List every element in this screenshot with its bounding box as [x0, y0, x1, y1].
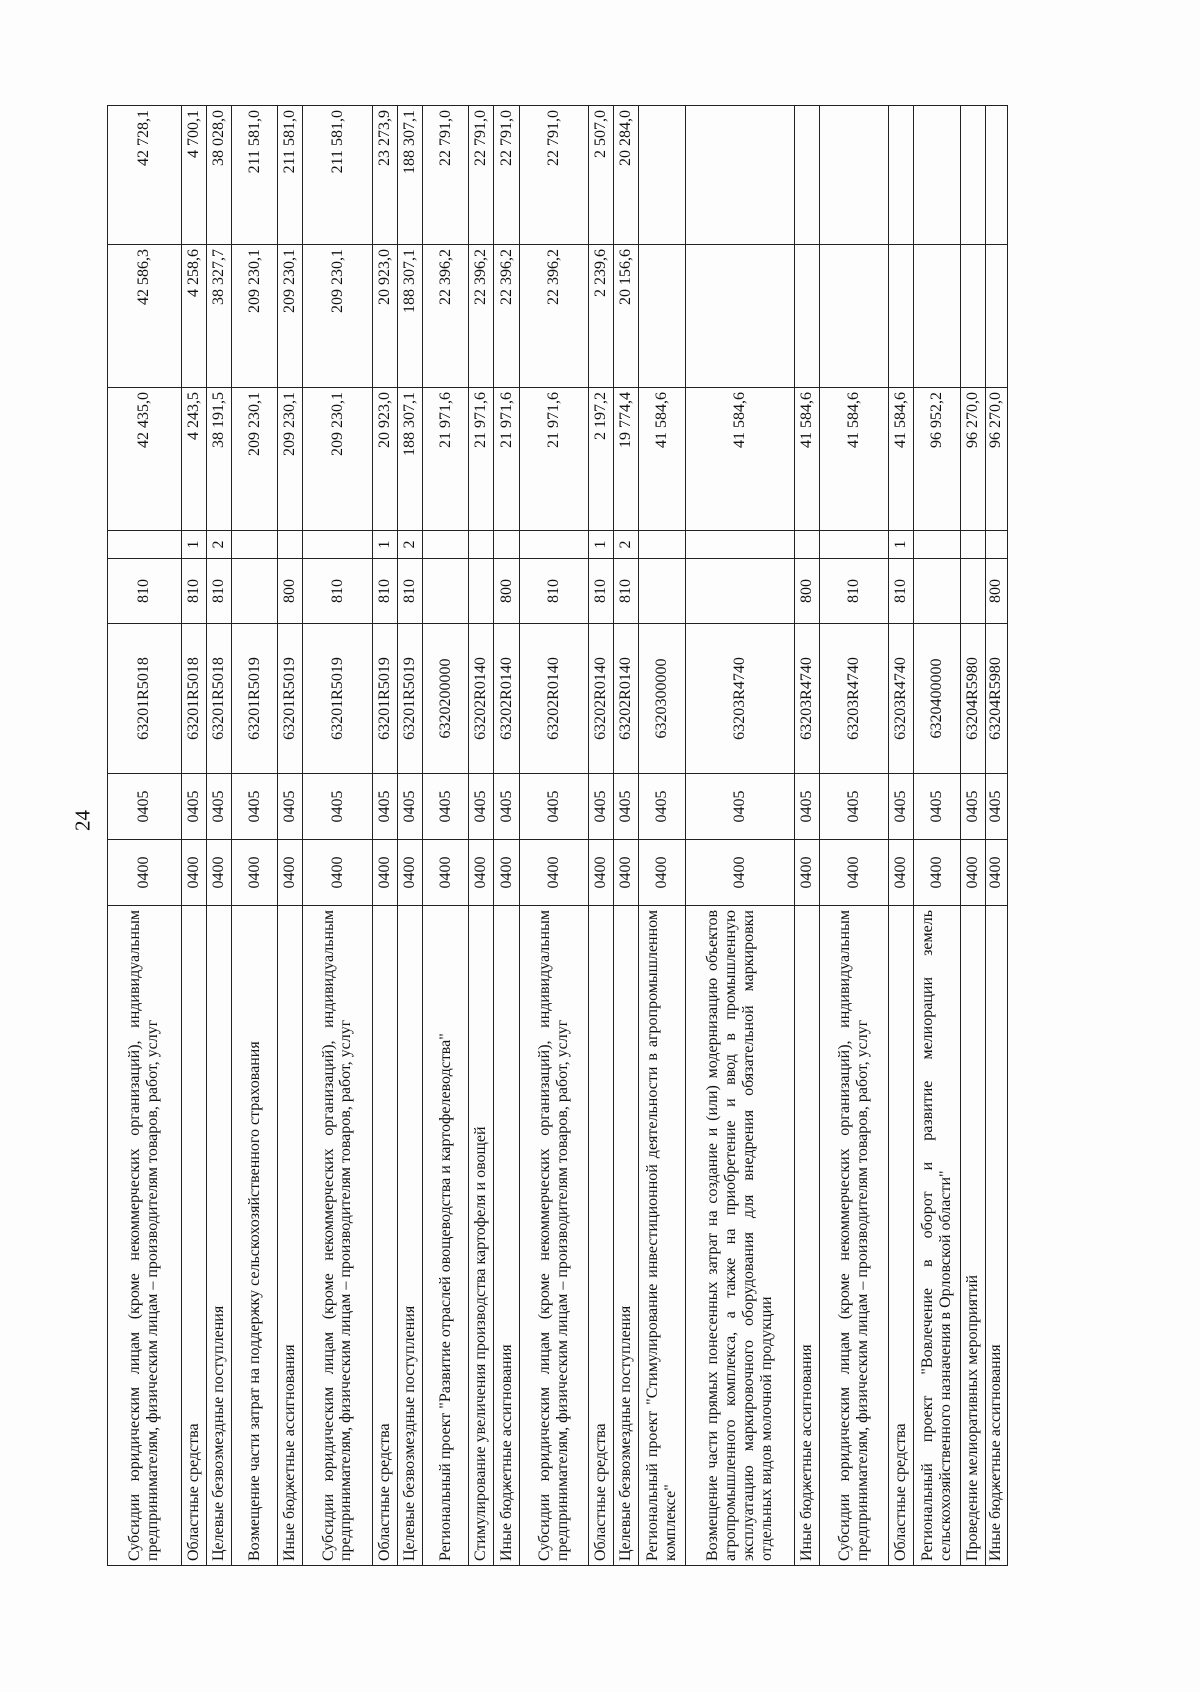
cell-funding-source — [303, 531, 372, 559]
cell-target-article: 6320400000 — [914, 624, 960, 774]
cell-amount-year-3 — [794, 106, 819, 245]
cell-section: 0400 — [639, 840, 685, 906]
table-row — [588, 106, 613, 1566]
cell-subsection: 0405 — [372, 774, 397, 840]
cell-expense-type: 810 — [819, 559, 888, 624]
cell-amount-year-2: 209 230,1 — [278, 245, 303, 388]
cell-amount-year-3 — [889, 106, 914, 245]
cell-funding-source — [914, 531, 960, 559]
cell-expense-type: 810 — [889, 559, 914, 624]
table-row — [519, 106, 588, 1566]
cell-target-article: 63201R5019 — [231, 624, 277, 774]
cell-subsection: 0405 — [108, 774, 182, 840]
cell-expense-type — [914, 559, 960, 624]
table-row — [819, 106, 888, 1566]
cell-funding-source: 1 — [588, 531, 613, 559]
cell-amount-year-1: 21 971,6 — [423, 388, 469, 531]
cell-expense-type: 810 — [108, 559, 182, 624]
cell-name: Возмещение части затрат на поддержку сельскохозяйственного страхования — [231, 906, 277, 1566]
cell-target-article: 63201R5018 — [181, 624, 206, 774]
cell-amount-year-1: 41 584,6 — [889, 388, 914, 531]
cell-target-article: 63203R4740 — [819, 624, 888, 774]
cell-expense-type: 810 — [614, 559, 639, 624]
cell-amount-year-2 — [985, 245, 1007, 388]
cell-subsection: 0405 — [985, 774, 1007, 840]
cell-amount-year-1: 42 435,0 — [108, 388, 182, 531]
cell-amount-year-3: 22 791,0 — [519, 106, 588, 245]
cell-subsection: 0405 — [614, 774, 639, 840]
cell-target-article: 63203R4740 — [889, 624, 914, 774]
cell-amount-year-2 — [794, 245, 819, 388]
cell-expense-type: 810 — [519, 559, 588, 624]
cell-subsection: 0405 — [423, 774, 469, 840]
cell-funding-source: 2 — [614, 531, 639, 559]
cell-funding-source — [231, 531, 277, 559]
cell-name: Иные бюджетные ассигнования — [985, 906, 1007, 1566]
cell-amount-year-1: 96 270,0 — [985, 388, 1007, 531]
cell-expense-type: 800 — [794, 559, 819, 624]
cell-expense-type — [960, 559, 985, 624]
cell-section: 0400 — [108, 840, 182, 906]
cell-name: Стимулирование увеличения производства картофеля и овощей — [469, 906, 494, 1566]
cell-name: Региональный проект "Вовлечение в оборот и развитие мелиорации земель сельскохозяйственного назначения в Орловской области" — [914, 906, 960, 1566]
cell-amount-year-1: 41 584,6 — [639, 388, 685, 531]
cell-expense-type: 800 — [278, 559, 303, 624]
cell-amount-year-2: 209 230,1 — [231, 245, 277, 388]
cell-amount-year-1: 21 971,6 — [519, 388, 588, 531]
cell-subsection: 0405 — [889, 774, 914, 840]
cell-target-article: 63201R5019 — [303, 624, 372, 774]
cell-expense-type: 810 — [397, 559, 422, 624]
cell-amount-year-1: 209 230,1 — [231, 388, 277, 531]
cell-funding-source — [685, 531, 794, 559]
cell-section: 0400 — [206, 840, 231, 906]
table-row — [231, 106, 277, 1566]
cell-funding-source — [494, 531, 519, 559]
cell-section: 0400 — [614, 840, 639, 906]
cell-name: Целевые безвозмездные поступления — [614, 906, 639, 1566]
cell-funding-source — [985, 531, 1007, 559]
cell-name: Областные средства — [588, 906, 613, 1566]
cell-section: 0400 — [519, 840, 588, 906]
cell-amount-year-3: 188 307,1 — [397, 106, 422, 245]
cell-amount-year-1: 96 952,2 — [914, 388, 960, 531]
cell-name: Региональный проект "Стимулирование инвестиционной деятельности в агропромышленном комплексе" — [639, 906, 685, 1566]
budget-table — [107, 105, 1008, 1566]
cell-amount-year-1: 38 191,5 — [206, 388, 231, 531]
cell-name: Целевые безвозмездные поступления — [397, 906, 422, 1566]
cell-funding-source: 2 — [206, 531, 231, 559]
cell-name: Субсидии юридическим лицам (кроме некоммерческих организаций), индивидуальным предпринимателям, физическим лицам – производителям товаров, работ, услуг — [819, 906, 888, 1566]
cell-target-article: 63201R5019 — [397, 624, 422, 774]
cell-target-article: 63202R0140 — [469, 624, 494, 774]
table-row — [914, 106, 960, 1566]
cell-amount-year-3: 22 791,0 — [494, 106, 519, 245]
cell-name: Иные бюджетные ассигнования — [278, 906, 303, 1566]
cell-subsection: 0405 — [231, 774, 277, 840]
table-rotated-container — [107, 106, 1008, 1566]
cell-amount-year-1: 21 971,6 — [494, 388, 519, 531]
cell-name: Областные средства — [181, 906, 206, 1566]
cell-name: Иные бюджетные ассигнования — [494, 906, 519, 1566]
cell-amount-year-1: 209 230,1 — [303, 388, 372, 531]
cell-section: 0400 — [423, 840, 469, 906]
cell-amount-year-3: 38 028,0 — [206, 106, 231, 245]
cell-subsection: 0405 — [685, 774, 794, 840]
cell-name: Возмещение части прямых понесенных затрат на создание и (или) модернизацию объектов агропромышленного комплекса, а также на приобретение и ввод в промышленную эксплуатацию маркировочного оборудования для внедрения обязательной маркировки отдельных видов молочной продукции — [685, 906, 794, 1566]
cell-target-article: 63204R5980 — [985, 624, 1007, 774]
cell-name: Целевые безвозмездные поступления — [206, 906, 231, 1566]
page-number: 24 — [70, 810, 95, 831]
table-row — [639, 106, 685, 1566]
cell-subsection: 0405 — [278, 774, 303, 840]
cell-subsection: 0405 — [469, 774, 494, 840]
cell-funding-source: 2 — [397, 531, 422, 559]
cell-name: Субсидии юридическим лицам (кроме некоммерческих организаций), индивидуальным предпринимателям, физическим лицам – производителям товаров, работ, услуг — [108, 906, 182, 1566]
cell-subsection: 0405 — [914, 774, 960, 840]
cell-name: Областные средства — [889, 906, 914, 1566]
table-row — [960, 106, 985, 1566]
cell-funding-source — [794, 531, 819, 559]
cell-amount-year-3 — [914, 106, 960, 245]
cell-amount-year-2: 20 156,6 — [614, 245, 639, 388]
cell-expense-type: 810 — [303, 559, 372, 624]
cell-amount-year-3: 23 273,9 — [372, 106, 397, 245]
cell-expense-type: 810 — [181, 559, 206, 624]
cell-expense-type — [423, 559, 469, 624]
cell-amount-year-3: 211 581,0 — [231, 106, 277, 245]
cell-subsection: 0405 — [303, 774, 372, 840]
cell-amount-year-2: 38 327,7 — [206, 245, 231, 388]
cell-section: 0400 — [372, 840, 397, 906]
table-row — [985, 106, 1007, 1566]
cell-target-article: 63202R0140 — [519, 624, 588, 774]
table-row — [614, 106, 639, 1566]
cell-amount-year-2 — [639, 245, 685, 388]
cell-amount-year-2: 22 396,2 — [469, 245, 494, 388]
cell-expense-type: 810 — [206, 559, 231, 624]
table-row — [889, 106, 914, 1566]
cell-amount-year-1: 41 584,6 — [685, 388, 794, 531]
cell-amount-year-3: 4 700,1 — [181, 106, 206, 245]
cell-expense-type — [685, 559, 794, 624]
cell-amount-year-3: 211 581,0 — [303, 106, 372, 245]
cell-amount-year-3: 2 507,0 — [588, 106, 613, 245]
cell-target-article: 63201R5019 — [278, 624, 303, 774]
cell-funding-source — [278, 531, 303, 559]
cell-target-article: 63203R4740 — [794, 624, 819, 774]
cell-funding-source — [819, 531, 888, 559]
cell-section: 0400 — [469, 840, 494, 906]
cell-funding-source — [639, 531, 685, 559]
cell-section: 0400 — [794, 840, 819, 906]
table-row — [494, 106, 519, 1566]
cell-amount-year-3 — [639, 106, 685, 245]
cell-amount-year-3 — [960, 106, 985, 245]
table-row — [469, 106, 494, 1566]
cell-funding-source — [108, 531, 182, 559]
table-row — [423, 106, 469, 1566]
cell-amount-year-2 — [889, 245, 914, 388]
cell-section: 0400 — [914, 840, 960, 906]
cell-amount-year-1: 188 307,1 — [397, 388, 422, 531]
cell-funding-source — [423, 531, 469, 559]
cell-amount-year-1: 20 923,0 — [372, 388, 397, 531]
cell-amount-year-2: 22 396,2 — [494, 245, 519, 388]
table-row — [685, 106, 794, 1566]
table-row — [278, 106, 303, 1566]
cell-amount-year-1: 19 774,4 — [614, 388, 639, 531]
cell-target-article: 6320300000 — [639, 624, 685, 774]
cell-expense-type — [231, 559, 277, 624]
table-row — [372, 106, 397, 1566]
cell-amount-year-3 — [985, 106, 1007, 245]
cell-amount-year-3: 211 581,0 — [278, 106, 303, 245]
cell-expense-type: 810 — [372, 559, 397, 624]
cell-amount-year-3: 22 791,0 — [469, 106, 494, 245]
cell-section: 0400 — [181, 840, 206, 906]
cell-section: 0400 — [303, 840, 372, 906]
cell-amount-year-2 — [685, 245, 794, 388]
cell-section: 0400 — [397, 840, 422, 906]
cell-subsection: 0405 — [397, 774, 422, 840]
cell-subsection: 0405 — [181, 774, 206, 840]
cell-funding-source: 1 — [181, 531, 206, 559]
cell-target-article: 63203R4740 — [685, 624, 794, 774]
cell-amount-year-1: 96 270,0 — [960, 388, 985, 531]
cell-amount-year-2 — [819, 245, 888, 388]
cell-amount-year-2: 188 307,1 — [397, 245, 422, 388]
cell-name: Иные бюджетные ассигнования — [794, 906, 819, 1566]
cell-section: 0400 — [231, 840, 277, 906]
cell-amount-year-3: 42 728,1 — [108, 106, 182, 245]
cell-amount-year-3: 20 284,0 — [614, 106, 639, 245]
cell-section: 0400 — [494, 840, 519, 906]
table-body — [108, 106, 1008, 1566]
cell-amount-year-2: 22 396,2 — [423, 245, 469, 388]
cell-target-article: 6320200000 — [423, 624, 469, 774]
cell-amount-year-2 — [914, 245, 960, 388]
cell-target-article: 63204R5980 — [960, 624, 985, 774]
cell-amount-year-2: 20 923,0 — [372, 245, 397, 388]
cell-subsection: 0405 — [206, 774, 231, 840]
cell-section: 0400 — [278, 840, 303, 906]
cell-target-article: 63202R0140 — [494, 624, 519, 774]
cell-amount-year-1: 41 584,6 — [819, 388, 888, 531]
cell-subsection: 0405 — [588, 774, 613, 840]
table-row — [303, 106, 372, 1566]
cell-amount-year-1: 2 197,2 — [588, 388, 613, 531]
table-row — [206, 106, 231, 1566]
cell-section: 0400 — [588, 840, 613, 906]
cell-amount-year-1: 4 243,5 — [181, 388, 206, 531]
cell-amount-year-2: 22 396,2 — [519, 245, 588, 388]
cell-amount-year-2: 4 258,6 — [181, 245, 206, 388]
table-row — [181, 106, 206, 1566]
cell-subsection: 0405 — [494, 774, 519, 840]
table-row — [397, 106, 422, 1566]
cell-expense-type: 800 — [494, 559, 519, 624]
cell-section: 0400 — [889, 840, 914, 906]
cell-subsection: 0405 — [960, 774, 985, 840]
table-row — [794, 106, 819, 1566]
cell-section: 0400 — [819, 840, 888, 906]
cell-subsection: 0405 — [639, 774, 685, 840]
cell-subsection: 0405 — [794, 774, 819, 840]
cell-target-article: 63201R5018 — [108, 624, 182, 774]
cell-name: Региональный проект "Развитие отраслей овощеводства и картофелеводства" — [423, 906, 469, 1566]
cell-amount-year-2: 209 230,1 — [303, 245, 372, 388]
cell-target-article: 63201R5019 — [372, 624, 397, 774]
cell-amount-year-1: 21 971,6 — [469, 388, 494, 531]
cell-section: 0400 — [685, 840, 794, 906]
cell-target-article: 63202R0140 — [588, 624, 613, 774]
cell-name: Субсидии юридическим лицам (кроме некоммерческих организаций), индивидуальным предпринимателям, физическим лицам – производителям товаров, работ, услуг — [519, 906, 588, 1566]
cell-amount-year-1: 209 230,1 — [278, 388, 303, 531]
table-row — [108, 106, 182, 1566]
cell-expense-type: 810 — [588, 559, 613, 624]
cell-expense-type — [639, 559, 685, 624]
cell-amount-year-3: 22 791,0 — [423, 106, 469, 245]
cell-section: 0400 — [985, 840, 1007, 906]
cell-amount-year-2 — [960, 245, 985, 388]
cell-name: Областные средства — [372, 906, 397, 1566]
cell-funding-source — [469, 531, 494, 559]
cell-section: 0400 — [960, 840, 985, 906]
cell-expense-type — [469, 559, 494, 624]
cell-amount-year-1: 41 584,6 — [794, 388, 819, 531]
cell-amount-year-3 — [819, 106, 888, 245]
cell-target-article: 63201R5018 — [206, 624, 231, 774]
cell-subsection: 0405 — [819, 774, 888, 840]
cell-target-article: 63202R0140 — [614, 624, 639, 774]
cell-funding-source — [519, 531, 588, 559]
cell-name: Субсидии юридическим лицам (кроме некоммерческих организаций), индивидуальным предпринимателям, физическим лицам – производителям товаров, работ, услуг — [303, 906, 372, 1566]
cell-funding-source — [960, 531, 985, 559]
cell-expense-type: 800 — [985, 559, 1007, 624]
cell-amount-year-2: 42 586,3 — [108, 245, 182, 388]
cell-subsection: 0405 — [519, 774, 588, 840]
cell-name: Проведение мелиоративных мероприятий — [960, 906, 985, 1566]
cell-amount-year-3 — [685, 106, 794, 245]
cell-funding-source: 1 — [889, 531, 914, 559]
cell-funding-source: 1 — [372, 531, 397, 559]
cell-amount-year-2: 2 239,6 — [588, 245, 613, 388]
